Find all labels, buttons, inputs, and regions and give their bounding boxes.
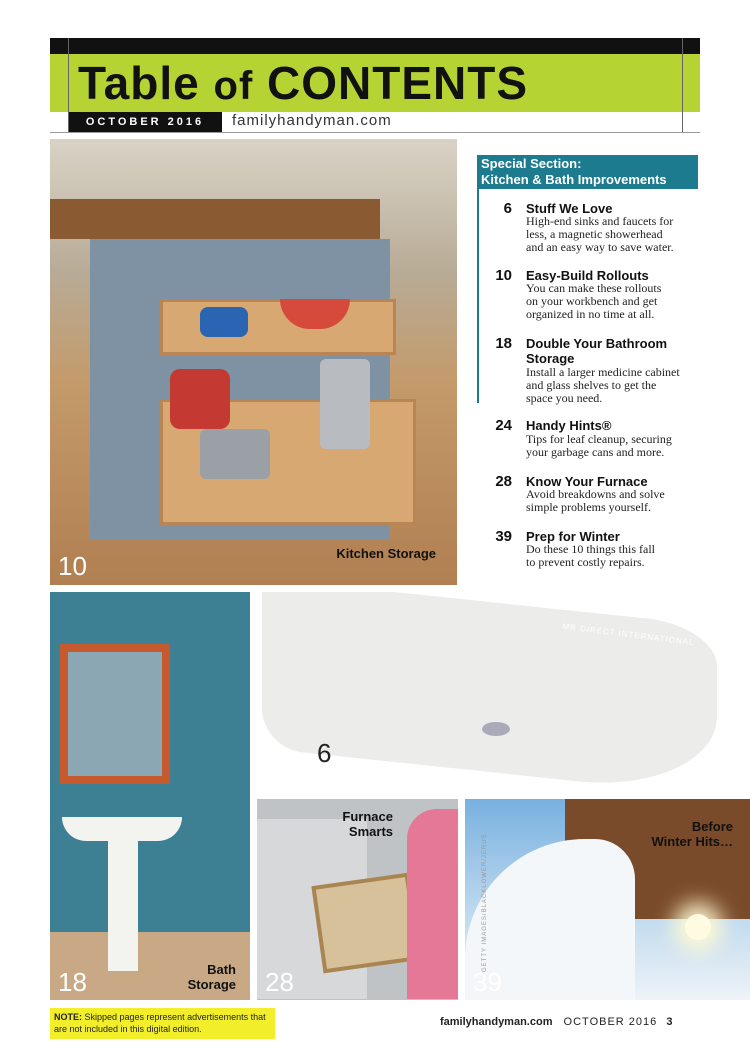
photo-page-number: 6 [317,738,332,768]
photo-coffee-maker [320,359,370,449]
photo-caption: Before Winter Hits… [651,819,733,849]
toc-page-number: 24 [495,417,512,434]
photo-sink-drain [482,722,510,736]
toc-page-number: 28 [495,473,512,490]
photo-mirror [68,652,162,776]
kitchen-storage-photo [50,139,457,585]
bath-storage-photo [50,592,250,1000]
photo-page-number: 28 [265,967,294,997]
toc-description: High-end sinks and faucets for less, a magnetic showerhead and an easy way to save water. [526,214,674,254]
special-section-heading [477,155,698,189]
photo-pedestal-sink [62,817,182,841]
photo-sun [685,914,711,940]
toc-description: Tips for leaf cleanup, securing your garbage cans and more. [526,432,672,459]
photo-caption: Kitchen Storage [336,546,436,561]
toc-page-number: 10 [495,267,512,284]
photo-furnace-filter [311,873,420,974]
photo-page-number: 18 [58,967,87,997]
photo-mixer [170,369,230,429]
photo-countertop [50,199,380,239]
winter-photo [465,799,750,1000]
footer-folio [440,1016,672,1028]
toc-title: Easy-Build Rollouts [526,268,649,283]
header-top-bar [50,38,700,54]
photo-pedestal [108,841,138,971]
crop-mark [68,38,69,132]
toc-title: Stuff We Love [526,201,613,216]
furnace-photo [257,799,458,1000]
photo-credit: MR DIRECT INTERNATIONAL [561,621,695,648]
page-title: Table of CONTENTS [78,57,529,109]
photo-person [407,809,458,999]
toc-page-number: 6 [503,200,512,217]
special-section-label: Special Section: [481,156,582,171]
photo-toaster [200,429,270,479]
photo-caption: Bath Storage [187,962,236,992]
toc-description: You can make these rollouts on your workbench and get organized in no time at all. [526,281,662,321]
photo-page-number: 39 [473,967,502,997]
toc-description: Do these 10 things this fall to prevent costly repairs. [526,542,655,569]
toc-title: Double Your Bathroom Storage [526,336,668,366]
toc-title: Handy Hints® [526,418,612,433]
footer-issue: OCTOBER 2016 [563,1016,658,1028]
issue-date: OCTOBER 2016 [68,112,222,132]
special-section-title: Kitchen & Bath Improvements [481,172,667,187]
photo-blue-pot [200,307,248,337]
footer-note: NOTE: Skipped pages represent advertisements that are not included in this digital edition. [50,1008,275,1039]
toc-page-number: 18 [495,335,512,352]
toc-title: Prep for Winter [526,529,620,544]
toc-description: Avoid breakdowns and solve simple problems yourself. [526,487,665,514]
photo-upper-rollout [160,299,396,355]
footer-site: familyhandyman.com [440,1016,553,1028]
toc-title: Know Your Furnace [526,474,648,489]
vessel-sink-photo [257,592,750,792]
toc-page-number: 39 [495,528,512,545]
photo-caption: Furnace Smarts [342,809,393,839]
special-section-rule [477,189,479,403]
footer-page-number: 3 [666,1016,673,1028]
toc-description: Install a larger medicine cabinet and glass shelves to get the space you need. [526,365,680,405]
photo-credit: GETTY IMAGES/BLACKLOWER/JERUS [482,833,488,972]
header-site-url: familyhandyman.com [232,112,392,129]
photo-page-number: 10 [58,551,87,581]
crop-mark [682,38,683,132]
